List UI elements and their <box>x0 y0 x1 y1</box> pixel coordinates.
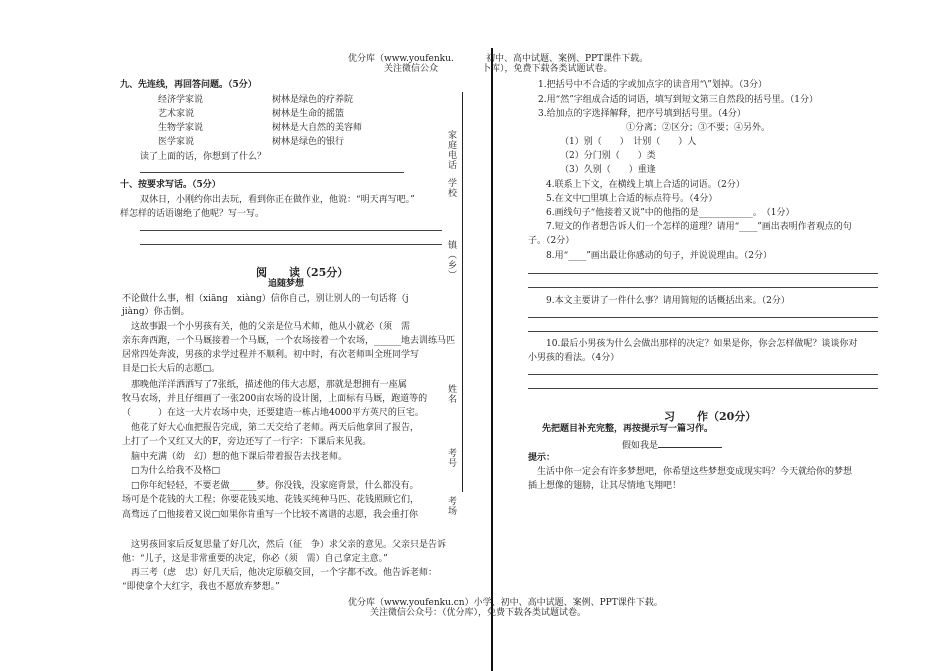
question-line: ①分离；②区分；③不要；④另外。 <box>626 123 771 133</box>
story-line: 脑中充满（幼 幻）想的他下课后带着报告去找老师。 <box>122 452 348 462</box>
s10-line2: 样怎样的话语谢绝了他呢？写一写。 <box>120 209 265 219</box>
binding-label-phone: 家庭电话 <box>446 130 456 170</box>
writing-instruction: 先把题目补充完整，再按提示写一篇习作。 <box>542 424 714 434</box>
s9-answer-line[interactable] <box>140 172 404 173</box>
header-right-line2: 卜库），免费下载各类试题试卷。 <box>482 64 613 74</box>
story-line: 他：“儿子，这是非常重要的决定，你必（须 需）自己拿定主意。” <box>122 554 388 564</box>
question-line: 7.短文的作者想告诉人们一个怎样的道理？请用“____”画出表明作者观点的句 <box>546 222 852 232</box>
question-line: （2）分门别（ ）类 <box>560 151 656 161</box>
s9-right-item: 树林是绿色的银行 <box>272 137 345 147</box>
hint-label: 提示： <box>528 453 556 463</box>
s9-left-item: 艺术家说 <box>158 109 195 119</box>
q10-answer-line[interactable] <box>528 388 878 389</box>
binding-label-town: 镇（乡） <box>446 240 456 280</box>
q8-answer-line[interactable] <box>528 273 878 274</box>
story-line: “即使拿个大红字，我也不愿放弃梦想。” <box>122 582 280 592</box>
q10-answer-line[interactable] <box>528 374 878 375</box>
page-divider <box>491 48 493 671</box>
story-line: 场可是个花钱的大工程；你要花钱买地、花钱买纯种马匹、花钱照顾它们， <box>122 495 420 505</box>
writing-topic-prefix: 假如我是 <box>622 441 659 451</box>
footer-line2: 关注微信公众号：（优分库），免费下载各类试题试卷。 <box>370 608 587 618</box>
s9-left-item: 医学家说 <box>158 137 195 147</box>
q9-answer-line[interactable] <box>528 317 878 318</box>
story-line: 亲东奔西跑，一个马厩接着一个马厩，一个农场接着一个农场，______地去训练马匹 <box>122 336 456 346</box>
s9-left-item: 经济学家说 <box>158 95 204 105</box>
question-line: 2.用“然”字组成合适的词语，填写到短文第三自然段的括号里。（1分） <box>538 95 819 105</box>
question-line: 10.最后小男孩为什么会做出那样的决定？如果是你，你会怎样做呢？谈谈你对 <box>546 339 858 349</box>
story-line: 居常四处奔波，男孩的求学过程并不顺利。初中时，有次老师叫全班同学写 <box>122 350 420 360</box>
s9-right-item: 树林是绿色的疗养院 <box>272 95 354 105</box>
writing-topic-blank[interactable] <box>658 438 722 448</box>
story-line: 再三考（虑 忠）好几天后，他决定原稿交回，一个字都不改。他告诉老师： <box>122 568 438 578</box>
story-line: （ ）在这一大片农场中央，还要建造一栋占地4000平方英尺的巨宅。 <box>122 408 424 418</box>
q8-answer-line[interactable] <box>528 287 878 288</box>
writing-topic <box>622 438 722 452</box>
question-line: （1）别（ ） 计别（ ）人 <box>560 137 697 147</box>
binding-line <box>462 92 463 492</box>
header-left-line2: 关注微信公众 <box>384 64 439 74</box>
hint-line2: 插上想像的翅膀，让其尽情地飞翔吧！ <box>528 481 682 491</box>
s9-left-item: 生物学家说 <box>158 123 204 133</box>
s9-right-item: 树林是生命的摇篮 <box>272 109 345 119</box>
story-line: 这故事跟一个小男孩有关，他的父亲是位马术师，他从小就必（须 需 <box>122 322 411 332</box>
s10-line1: 双休日，小刚约你出去玩，看到你正在做作业，他说：“明天再写吧。” <box>140 195 415 205</box>
section10-title: 十、按要求写话。（5分） <box>120 180 221 190</box>
story-line: 不论做什么事，相（xiāng xiàng）信你自己，别让别人的一句话将（j <box>122 294 409 304</box>
story-line: 牧马农场，并且仔细画了一张200亩农场的设计图，上面标有马厩，跑道等的 <box>122 394 428 404</box>
s10-answer-line[interactable] <box>140 244 442 245</box>
question-line: 4.联系上下文，在横线上填上合适的词语。（2分） <box>546 180 745 190</box>
writing-title: 习 作（20分） <box>664 410 757 423</box>
story-title: 追随梦想 <box>268 279 305 289</box>
question-line: 5.在文中□里填上合适的标点符号。（4分） <box>546 194 718 204</box>
reading-title: 阅 读（25分） <box>256 266 349 279</box>
question-line: 子。（2分） <box>528 236 575 246</box>
header-left-line1: 优分库（www.youfenku. <box>348 54 454 64</box>
s9-right-item: 树林是大自然的美容师 <box>272 123 363 133</box>
question-line: （3）久别（ ）重逢 <box>560 165 656 175</box>
story-line: 那晚他洋洋洒洒写了7张纸，描述他的伟大志愿，那就是想拥有一座属 <box>122 380 407 390</box>
question-line: 8.用“____”画出最让你感动的句子，并说说理由。（2分） <box>546 251 773 261</box>
story-line: 他花了好大心血把报告完成，第二天交给了老师。两天后他拿回了报告， <box>122 423 420 433</box>
question-line: 3.给加点的字选择解释，把序号填到括号里。（4分） <box>538 109 746 119</box>
binding-label-name: 姓名 <box>446 384 456 404</box>
binding-label-room: 考场 <box>446 496 456 516</box>
story-line: 这男孩回家后反复思量了好几次，然后（征 争）求父亲的意见。父亲只是告诉 <box>122 540 447 550</box>
binding-label-school: 学校 <box>446 178 456 198</box>
hint-line1: 生活中你一定会有许多梦想吧，你希望这些梦想变成现实吗？今天就给你的梦想 <box>528 467 853 477</box>
story-line: □为什么给我不及格□ <box>122 466 221 476</box>
question-line: 1.把括号中不合适的字或加点字的读音用“\”划掉。（3分） <box>538 80 768 90</box>
story-line: jiàng）你击倒。 <box>122 307 190 317</box>
footer-line1: 优分库（www.youfenku.cn）小学、初中、高中试题、案例、PPT课件下载。 <box>348 598 663 608</box>
question-line: 小男孩的看法。（4分） <box>528 353 620 363</box>
section9-title: 九、先连线，再回答问题。（5分） <box>120 80 257 90</box>
s9-question: 读了上面的话，你想到了什么？ <box>140 152 267 162</box>
header-right-line1: 初中、高中试题、案例、PPT课件下载。 <box>486 54 649 64</box>
question-line: 9.本文主要讲了一件什么事？请用简短的话概括出来。（2分） <box>546 296 790 306</box>
question-line: 6.画线句子“他接着又说”中的他指的是____________。 （1分） <box>546 208 795 218</box>
q9-answer-line[interactable] <box>528 331 878 332</box>
binding-label-id: 考号 <box>446 448 456 468</box>
story-line: □你年纪轻轻，不要老做______梦。你没钱，没家庭背景，什么都没有。 <box>122 481 419 491</box>
story-line: 高骛远了□他接着又说□如果你肯重写一个比较不离谱的志愿，我会重打你 <box>122 510 419 520</box>
story-line: 上打了一个又红又大的F，旁边还写了一行字：下课后来见我。 <box>122 437 372 447</box>
s10-answer-line[interactable] <box>140 230 442 231</box>
story-line: 目是□长大后的志愿□。 <box>122 364 221 374</box>
